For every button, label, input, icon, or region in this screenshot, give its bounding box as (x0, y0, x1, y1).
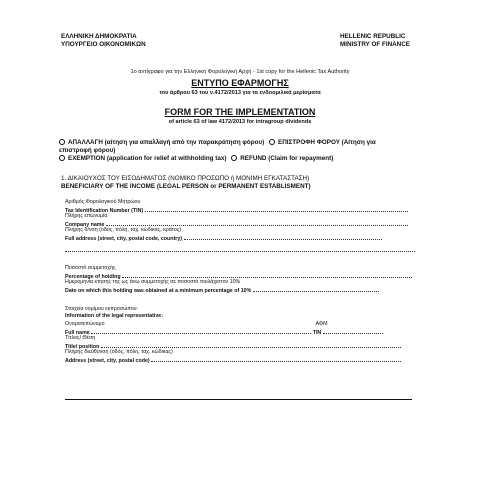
section-title-greek: 1. ΔΙΚΑΙΟΥΧΟΣ ΤΟΥ ΕΙΣΟΔΗΜΑΤΟΣ (ΝΟΜΙΚΟ ΠΡΟΣΩΠΟ ή ΜΟΝΙΜΗ ΕΓΚΑΤΑΣΤΑΣΗ) (61, 175, 310, 182)
form-title-greek: ΕΝΤΥΠΟ ΕΦΑΡΜΟΓΗΣ (191, 78, 289, 88)
company-name-label-gr: Πλήρης επωνυμία (65, 213, 108, 219)
header-left (61, 33, 146, 49)
address-field[interactable] (65, 234, 382, 243)
option-refund-gr: ΕΠΙΣΤΡΟΦΗ ΦΟΡΟΥ (Αίτηση για (278, 139, 376, 146)
bottom-rule (65, 399, 412, 400)
tin-label-en: Tax Identification Number (TIN) (65, 208, 144, 214)
fullname-label-gr: Ονοματεπώνυμο (65, 321, 105, 327)
section-title-english: BENEFICIARY OF THE INCOME (LEGAL PERSON or PERMANENT ESTABLISMENT) (61, 182, 311, 190)
refund-radio-gr[interactable] (269, 139, 275, 145)
header-left-line2: ΥΠΟΥΡΓΕΙΟ ΟΙΚΟΝΟΜΙΚΩΝ (61, 41, 146, 48)
header-left-line1: ΕΛΛΗΝΙΚΗ ΔΗΜΟΚΡΑΤΙΑ (61, 33, 137, 40)
rep-address-label-en: Address (street, city, postal code) (65, 358, 150, 364)
option-refund-gr-cont: επιστροφή φόρου) (59, 147, 116, 154)
address-label-gr: Πλήρης δ/νση (οδός, πόλη, ταχ. κώδικας, κράτος) (65, 227, 182, 233)
address-field-cont[interactable] (65, 246, 415, 255)
copy-note: 1ο αντίγραφο για την Ελληνική Φορολογική Αρχή - 1st copy for the Hellenic Tax Authority (130, 69, 350, 75)
holding-pct-label-en: Percentage of holding (65, 274, 121, 280)
company-name-label-en: Company name (65, 222, 105, 228)
header-right-line1: HELLENIC REPUBLIC (340, 33, 406, 40)
fullname-field[interactable] (65, 328, 383, 337)
rep-heading-en: Information of the legal representative: (65, 313, 164, 319)
form-subtitle-greek: του άρθρου 63 του ν.4172/2013 για τα ενδοομιλικά μερίσματα (159, 90, 321, 96)
fullname-row-gr (65, 321, 328, 328)
rep-address-field[interactable] (65, 356, 401, 365)
form-subtitle-english: of article 63 of law 4172/2013 for intragroup dividends (168, 119, 312, 125)
position-label-en: Title/ position (65, 344, 100, 350)
position-label-gr: Τίτλος/ Θέση (65, 335, 96, 341)
options-greek (59, 139, 429, 163)
holding-date-label-en: Date on which this holding was obtained at a minimum percentage of 10% (65, 288, 252, 294)
tin-short-label: TIN (312, 330, 322, 336)
rep-heading-gr: Στοιχεία νομίμου εκπροσώπου: (65, 306, 139, 312)
header-right (340, 33, 410, 49)
option-exemption-en: EXEMPTION (application for relief at withholding tax) (68, 155, 227, 162)
section-beneficiary-heading (61, 175, 311, 191)
option-refund-en: REFUND (Claim for repayment) (240, 155, 334, 162)
exemption-radio-en[interactable] (59, 155, 65, 161)
tin-label-gr: Αριθμός Φορολογικού Μητρώου (65, 199, 141, 205)
header-right-line2: MINISTRY OF FINANCE (340, 41, 410, 48)
exemption-radio-gr[interactable] (59, 139, 65, 145)
address-label-en: Full address (street, city, postal code, country) (65, 236, 183, 242)
afm-label-gr: ΑΦΜ (315, 321, 328, 327)
fullname-label-en: Full name (65, 330, 90, 336)
option-exemption-gr: ΑΠΑΛΛΑΓΗ (αίτηση για απαλλαγή από την παρακράτηση φόρου) (68, 139, 265, 146)
rep-address-label-gr: Πλήρης διεύθυνση (οδός, πόλη, ταχ. κώδικας) (65, 349, 173, 355)
holding-pct-label-gr: Ποσοστό συμμετοχής (65, 265, 116, 271)
refund-radio-en[interactable] (231, 155, 237, 161)
holding-date-field[interactable] (65, 286, 379, 295)
tin-field[interactable] (65, 206, 408, 215)
form-title-english: FORM FOR THE IMPLEMENTATION (164, 107, 316, 117)
holding-date-label-gr: Ημερομηνία κτήσης της ως άνω συμμετοχής σε ποσοστό τουλάχιστον 10% (65, 279, 241, 285)
